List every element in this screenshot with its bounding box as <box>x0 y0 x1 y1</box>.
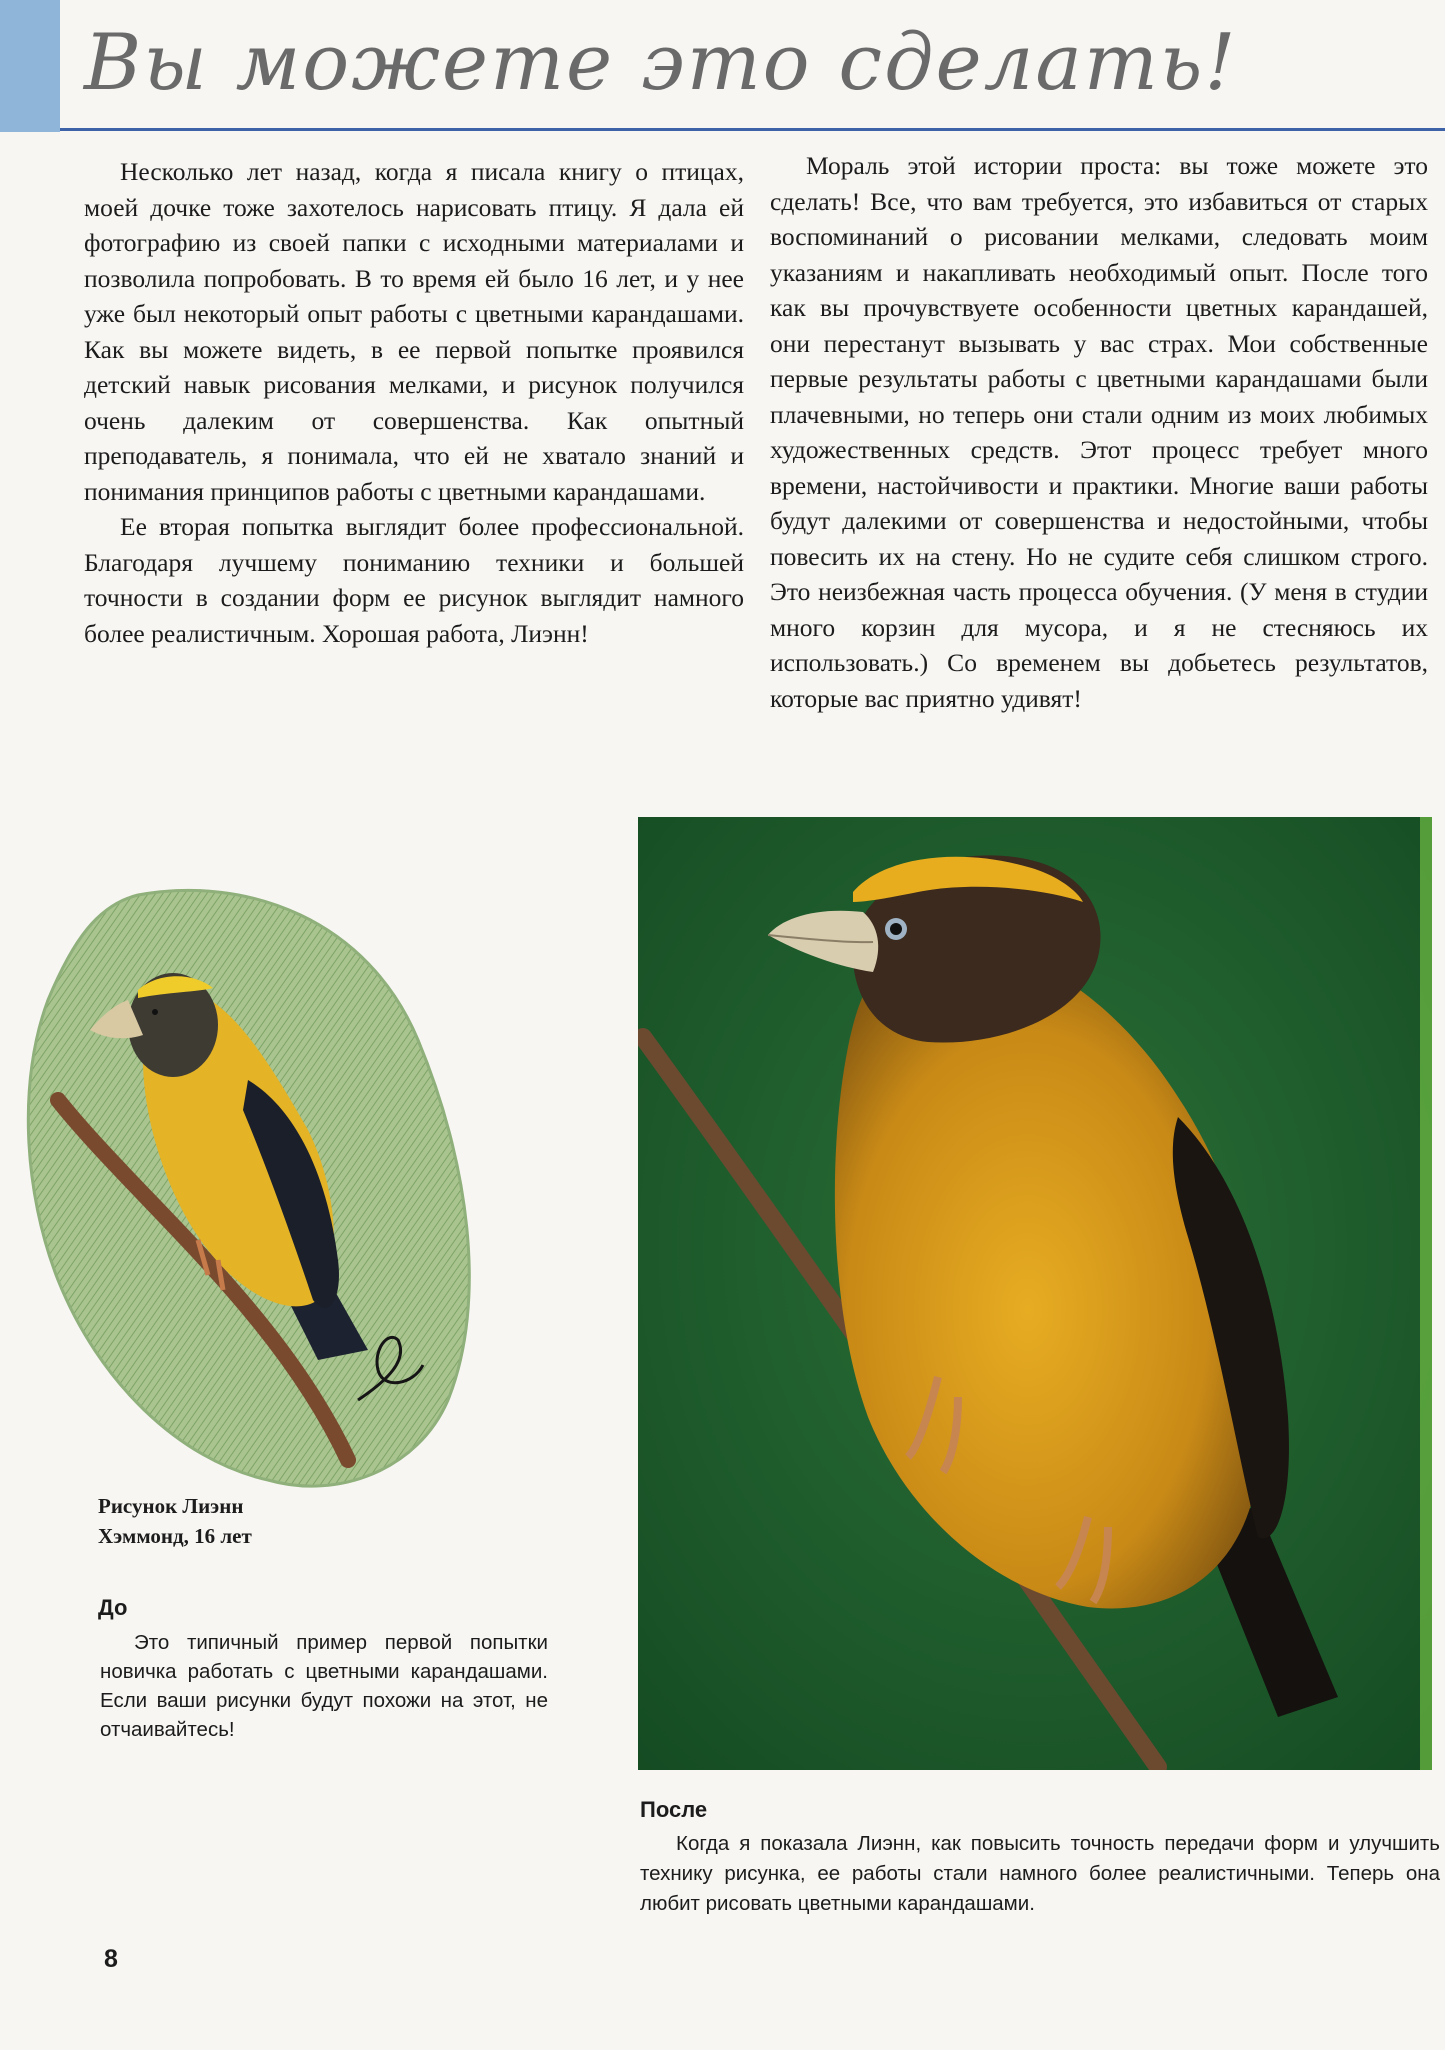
page-title: Вы можете это сделать! <box>84 18 1238 108</box>
page-number: 8 <box>104 1945 118 1973</box>
after-description-text: Когда я показала Лиэнн, как повысить точность передачи форм и улучшить технику рисунка, ее работы стали намного более реалистичными. Теперь она любит рисовать цветными карандашами. <box>640 1832 1440 1915</box>
after-description <box>640 1829 1440 1919</box>
header-divider <box>60 128 1445 131</box>
before-drawing <box>18 880 558 1500</box>
after-bird-illustration <box>638 817 1432 1770</box>
before-caption-line-2: Хэммонд, 16 лет <box>98 1524 252 1548</box>
before-caption-line-1: Рисунок Лиэнн <box>98 1494 244 1518</box>
before-description <box>100 1628 548 1744</box>
after-label: После <box>640 1797 708 1822</box>
right-column <box>770 148 1428 716</box>
after-drawing <box>638 817 1432 1770</box>
before-bird-illustration <box>18 880 558 1500</box>
left-paragraph-2: Ее вторая попытка выглядит более профессиональной. Благодаря лучшему пониманию техники и большей точности в создании форм ее рисунок выглядит намного более реалистичным. Хорошая работа, Лиэнн! <box>84 512 744 648</box>
left-column <box>84 154 744 651</box>
before-description-text: Это типичный пример первой попытки новичка работать с цветными карандашами. Если ваши рисунки будут похожи на этот, не отчаивайтесь! <box>100 1631 548 1741</box>
before-caption-author <box>98 1491 252 1551</box>
left-paragraph-1: Несколько лет назад, когда я писала книгу о птицах, моей дочке тоже захотелось нарисовать птицу. Я дала ей фотографию из своей папки с исходными материалами и позволила попробовать. В то время ей было 16 лет, и у нее уже был некоторый опыт работы с цветными карандашами. Как вы можете видеть, в ее первой попытке проявился детский навык рисования мелками, и рисунок получился очень далеким от совершенства. Как опытный преподаватель, я понимала, что ей не хватало знаний и понимания принципов работы с цветными карандашами. <box>84 157 744 506</box>
header-accent-strip <box>0 0 60 132</box>
right-paragraph-1: Мораль этой истории проста: вы тоже можете это сделать! Все, что вам требуется, это избавиться от старых воспоминаний о рисовании мелками, следовать моим указаниям и накапливать необходимый опыт. После того как вы прочувствуете особенности цветных карандашей, они перестанут вызывать у вас страх. Мои собственные первые результаты работы с цветными карандашами были плачевными, но теперь они стали одним из моих любимых художественных средств. Этот процесс требует много времени, настойчивости и практики. Многие ваши работы будут далекими от совершенства и недостойными, чтобы повесить их на стену. Но не судите себя слишком строго. Это неизбежная часть процесса обучения. (У меня в студии много корзин для мусора, и я не стесняюсь их использовать.) Со временем вы добьетесь результатов, которые вас приятно удивят! <box>770 151 1428 713</box>
before-label: До <box>98 1595 128 1620</box>
